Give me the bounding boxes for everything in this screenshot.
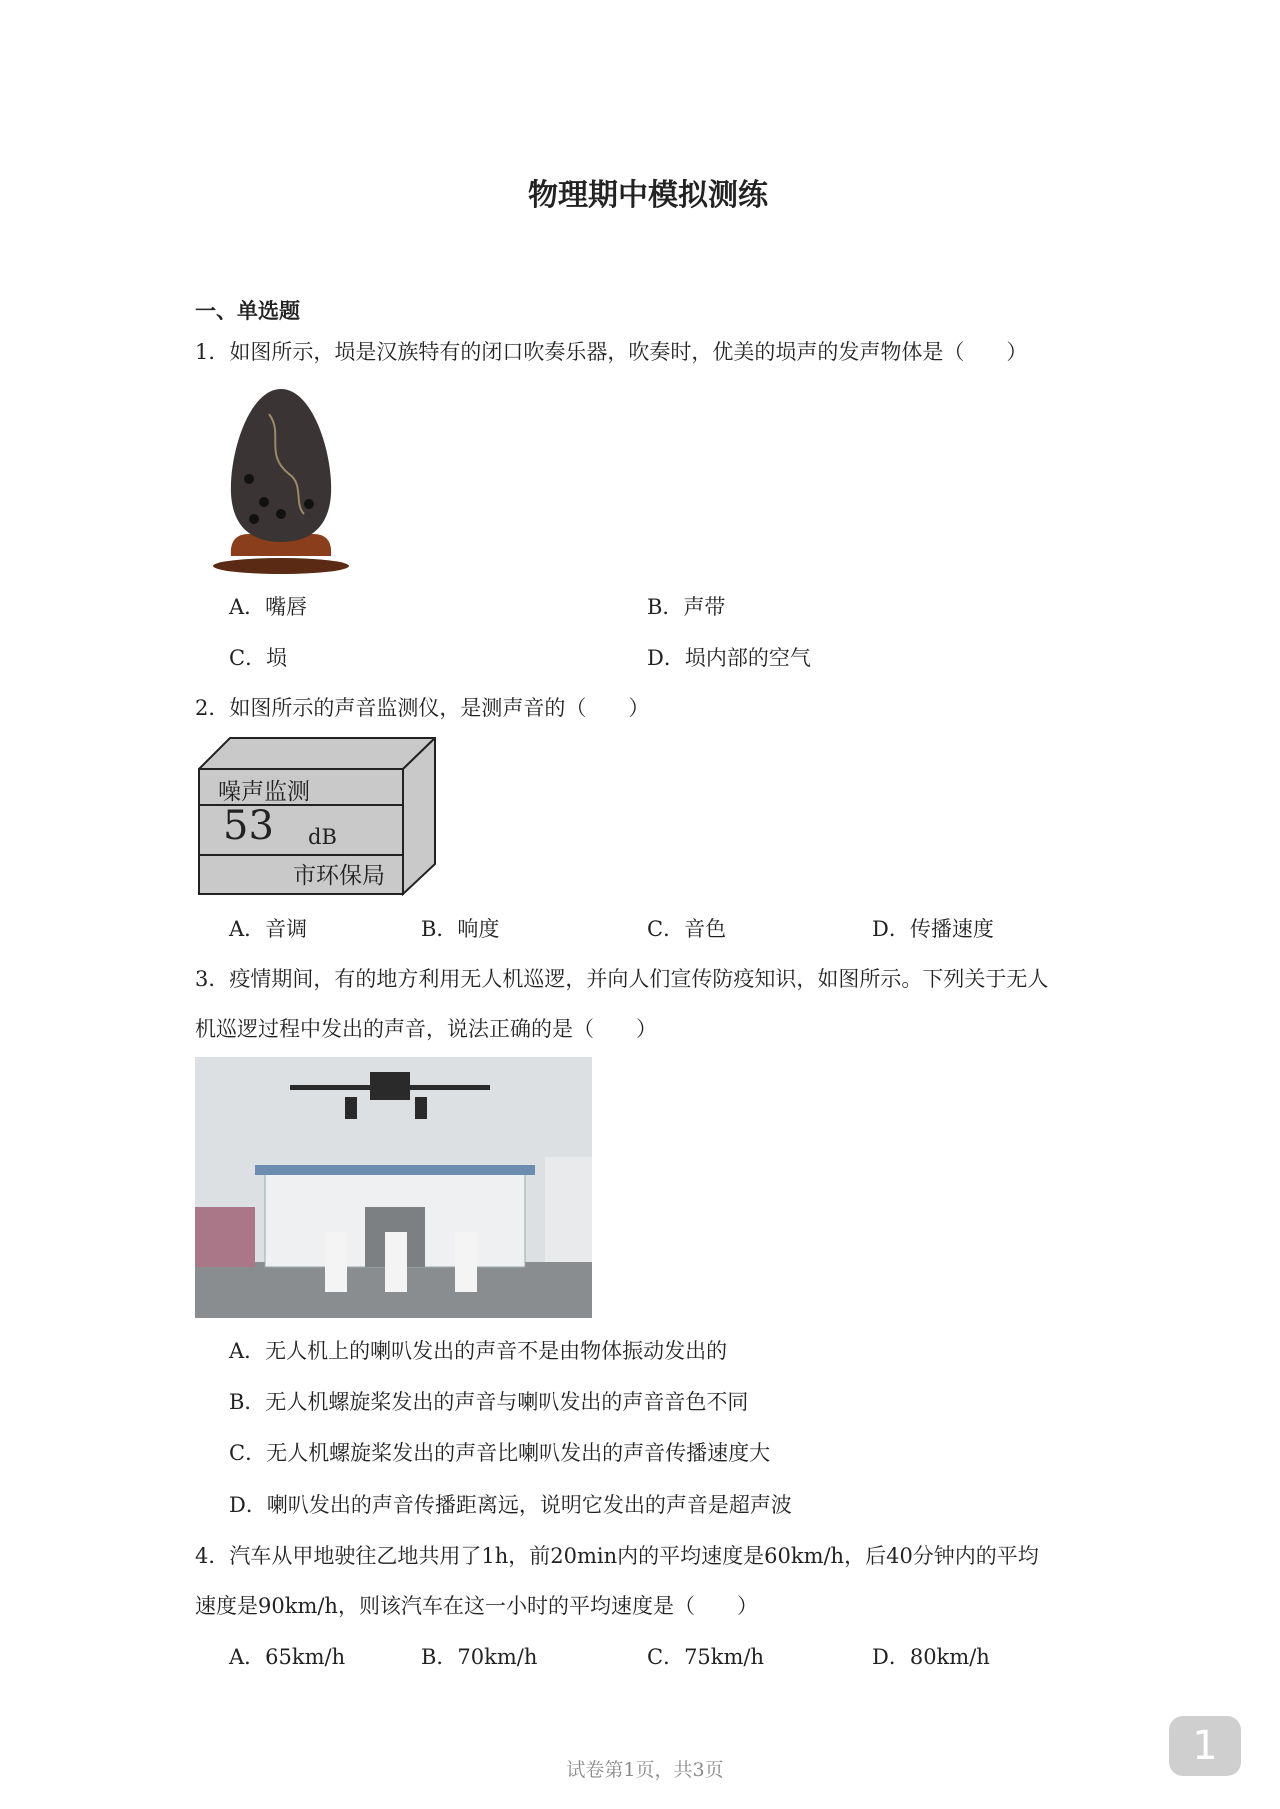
q4-option-b[interactable]: B．70km/h bbox=[421, 1645, 538, 1669]
xun-instrument-image bbox=[209, 384, 351, 576]
q2-option-c[interactable]: C．音色 bbox=[647, 917, 727, 941]
section-heading: 一、单选题 bbox=[195, 299, 300, 323]
q2-option-a[interactable]: A．音调 bbox=[229, 917, 308, 941]
monitor-label: 噪声监测 bbox=[218, 779, 310, 805]
q4-option-a[interactable]: A．65km/h bbox=[229, 1645, 346, 1669]
q1-option-c[interactable]: C．埙 bbox=[229, 646, 288, 670]
q3-option-c[interactable]: C．无人机螺旋桨发出的声音比喇叭发出的声音传播速度大 bbox=[229, 1441, 771, 1465]
question-3-stem-line2: 机巡逻过程中发出的声音，说法正确的是（ ） bbox=[195, 1017, 657, 1041]
question-3-stem-line1: 3．疫情期间，有的地方利用无人机巡逻，并向人们宣传防疫知识，如图所示。下列关于无人 bbox=[195, 967, 1049, 991]
q2-option-b[interactable]: B．响度 bbox=[421, 917, 500, 941]
question-2-stem: 2．如图所示的声音监测仪，是测声音的（ ） bbox=[195, 696, 650, 720]
q1-option-d[interactable]: D．埙内部的空气 bbox=[647, 646, 811, 670]
q1-option-b[interactable]: B．声带 bbox=[647, 595, 726, 619]
question-4-stem-line2: 速度是90km/h，则该汽车在这一小时的平均速度是（ ） bbox=[195, 1594, 758, 1618]
page-number-badge[interactable]: 1 bbox=[1169, 1716, 1241, 1776]
monitor-org: 市环保局 bbox=[293, 863, 385, 889]
monitor-unit: dB bbox=[308, 825, 337, 849]
q2-option-d[interactable]: D．传播速度 bbox=[872, 917, 994, 941]
q4-option-c[interactable]: C．75km/h bbox=[647, 1645, 765, 1669]
q3-option-b[interactable]: B．无人机螺旋桨发出的声音与喇叭发出的声音音色不同 bbox=[229, 1390, 749, 1414]
q1-option-a[interactable]: A．嘴唇 bbox=[229, 595, 308, 619]
page-title: 物理期中模拟测练 bbox=[528, 178, 768, 213]
monitor-value: 53 bbox=[223, 803, 274, 849]
question-4-stem-line1: 4．汽车从甲地驶往乙地共用了1h，前20min内的平均速度是60km/h，后40分钟内的平均 bbox=[195, 1544, 1039, 1568]
noise-monitor-figure bbox=[198, 737, 436, 897]
drone-photo bbox=[195, 1057, 592, 1318]
q4-option-d[interactable]: D．80km/h bbox=[872, 1645, 990, 1669]
q3-option-a[interactable]: A．无人机上的喇叭发出的声音不是由物体振动发出的 bbox=[229, 1339, 728, 1363]
question-1-stem: 1．如图所示，埙是汉族特有的闭口吹奏乐器，吹奏时，优美的埙声的发声物体是（ ） bbox=[195, 340, 1028, 364]
q3-option-d[interactable]: D．喇叭发出的声音传播距离远，说明它发出的声音是超声波 bbox=[229, 1493, 792, 1517]
page-footer: 试卷第1页，共3页 bbox=[566, 1759, 724, 1781]
